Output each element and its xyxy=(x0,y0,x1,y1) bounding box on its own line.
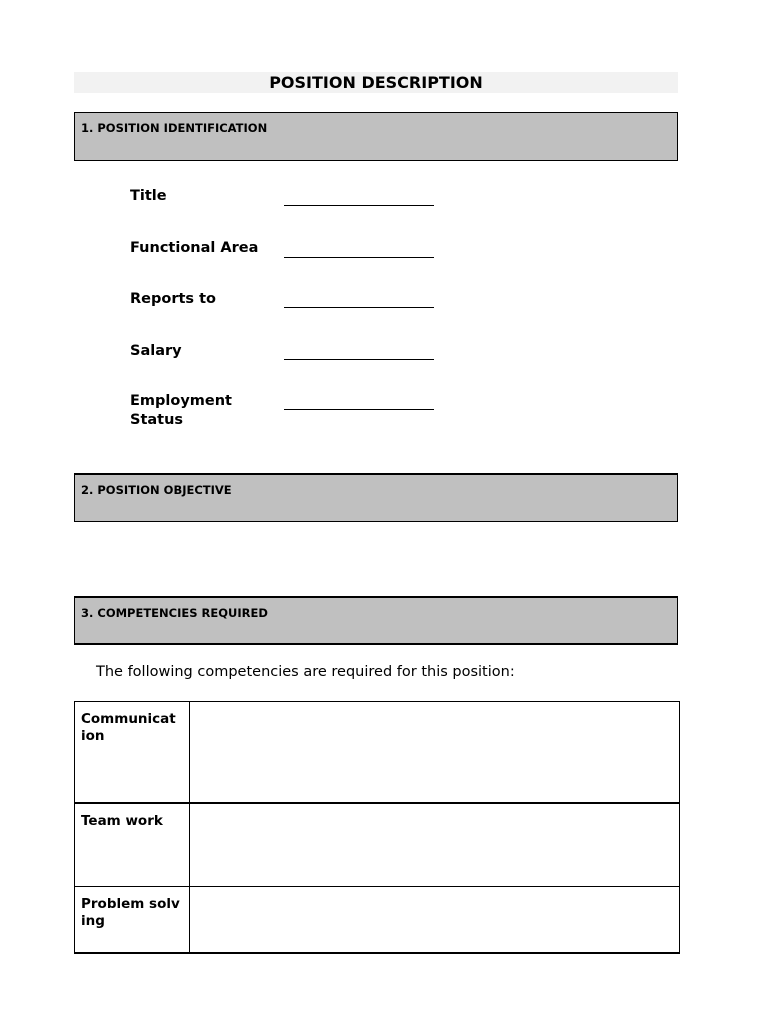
competency-description[interactable] xyxy=(190,702,680,803)
table-row xyxy=(75,702,680,803)
competency-label: Problem solving xyxy=(75,887,190,953)
title-blank-line[interactable] xyxy=(284,187,434,206)
functional-area-blank-line[interactable] xyxy=(284,239,434,258)
competency-description[interactable] xyxy=(190,887,680,953)
table-row xyxy=(75,887,680,953)
document-title: POSITION DESCRIPTION xyxy=(74,72,678,93)
employment-status-blank-line[interactable] xyxy=(284,392,434,410)
competency-label: Team work xyxy=(75,803,190,887)
competency-label: Communicat ion xyxy=(75,702,190,803)
section-title: 2. POSITION OBJECTIVE xyxy=(81,483,232,497)
field-label: Employment Status xyxy=(130,393,232,428)
section-header-position-identification xyxy=(74,112,678,161)
field-label: Salary xyxy=(130,343,182,359)
salary-blank-line[interactable] xyxy=(284,342,434,360)
competencies-intro-text: The following competencies are required for this position: xyxy=(96,664,515,680)
section-header-competencies-required xyxy=(74,596,678,645)
section-title: 3. COMPETENCIES REQUIRED xyxy=(81,606,268,620)
field-label: Title xyxy=(130,188,167,204)
reports-to-blank-line[interactable] xyxy=(284,290,434,308)
table-row xyxy=(75,803,680,887)
field-label: Reports to xyxy=(130,291,216,307)
competencies-table xyxy=(74,701,680,954)
section-title: 1. POSITION IDENTIFICATION xyxy=(81,121,268,135)
field-label: Functional Area xyxy=(130,240,259,256)
competency-description[interactable] xyxy=(190,803,680,887)
section-header-position-objective xyxy=(74,473,678,522)
